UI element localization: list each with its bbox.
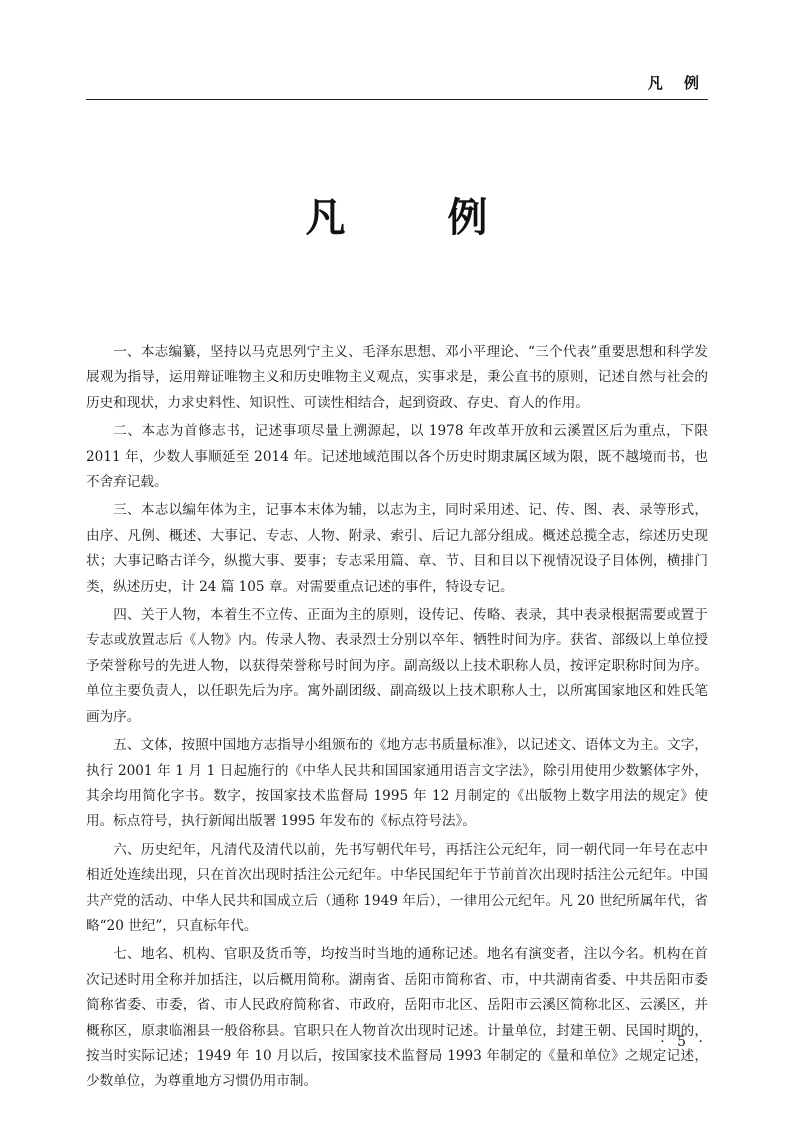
paragraph-3: 三、本志以编年体为主，记事本末体为辅，以志为主，同时采用述、记、传、图、表、录等形式，由序、凡例、概述、大事记、专志、人物、附录、索引、后记九部分组成。概述总揽全志，综述历史现状；大事记略古详今，纵揽大事、要事；专志采用篇、章、节、目和目以下视情况设子目体例，横排门类，纵述历史，计 24 篇 105 章。对需要重点记述的事件，特设专记。 [86,502,708,595]
paragraph-5: 五、文体，按照中国地方志指导小组颁布的《地方志书质量标准》，以记述文、语体文为主。文字，执行 2001 年 1 月 1 日起施行的《中华人民共和国国家通用语言文字法》，除引用使用少数繁体字外，其余均用简化字书。数字，按国家技术监督局 1995 年 12 月制定的《出版物上数字用法的规定》使用。标点符号，执行新闻出版署 1995 年发布的《标点符号法》。 [86,737,708,830]
running-head: 凡 例 [647,74,707,92]
header-rule [86,99,708,100]
paragraph-4: 四、关于人物，本着生不立传、正面为主的原则，设传记、传略、表录，其中表录根据需要或置于专志或放置志后《人物》内。传录人物、表录烈士分别以卒年、牺牲时间为序。获省、部级以上单位授予荣誉称号的先进人物，以获得荣誉称号时间为序。副高级以上技术职称人员，按评定职称时间为序。单位主要负责人，以任职先后为序。寓外副团级、副高级以上技术职称人士，以所寓国家地区和姓氏笔画为序。 [86,607,708,725]
paragraph-1: 一、本志编纂，坚持以马克思列宁主义、毛泽东思想、邓小平理论、“三个代表”重要思想和科学发展观为指导，运用辩证唯物主义和历史唯物主义观点，实事求是，秉公直书的原则，记述自然与社会的历史和现状，力求史料性、知识性、可读性相结合，起到资政、存史、育人的作用。 [86,344,708,411]
paragraph-6: 六、历史纪年，凡清代及清代以前，先书写朝代年号，再括注公元纪年，同一朝代同一年号在志中相近处连续出现，只在首次出现时括注公元纪年。中华民国纪年于节前首次出现时括注公元纪年。中国共产党的活动、中华人民共和国成立后（通称 1949 年后），一律用公元纪年。凡 20 世纪所属年代，省略“20 世纪”，只直标年代。 [86,841,708,934]
paragraph-2: 二、本志为首修志书，记述事项尽量上溯源起，以 1978 年改革开放和云溪置区后为重点，下限 2011 年，少数人事顺延至 2014 年。记述地域范围以各个历史时期隶属区域为限，既不越境而书，也不舍弃记载。 [86,423,708,491]
body-text [86,340,708,1098]
page-title: 凡 例 [305,195,532,241]
page-number: · 5 · [660,1034,707,1050]
paragraph-7: 七、地名、机构、官职及货币等，均按当时当地的通称记述。地名有演变者，注以今名。机构在首次记述时用全称并加括注，以后概用简称。湖南省、岳阳市简称省、市，中共湖南省委、中共岳阳市委简称省委、市委，省、市人民政府简称省、市政府，岳阳市北区、岳阳市云溪区简称北区、云溪区，并概称区，原隶临湘县一般俗称县。官职只在人物首次出现时记述。计量单位，封建王朝、民国时期的，按当时实际记述；1949 年 10 月以后，按国家技术监督局 1993 年制定的《量和单位》之规定记述，少数单位，为尊重地方习惯仍用市制。 [86,946,708,1090]
